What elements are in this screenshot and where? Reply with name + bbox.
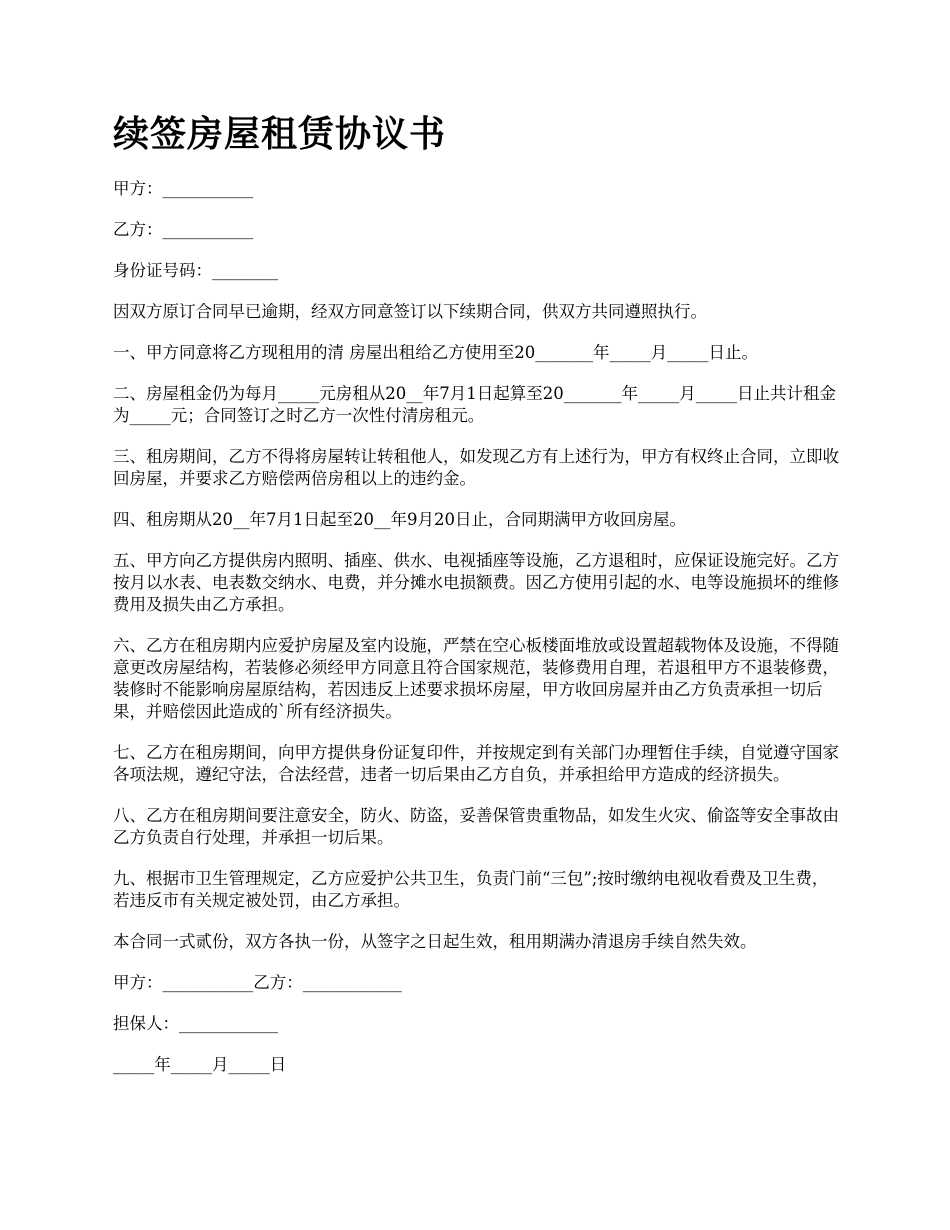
clause-6: 六、乙方在租房期内应爱护房屋及室内设施，严禁在空心板楼面堆放或设置超载物体及设施，不得随意更改房屋结构，若装修必须经甲方同意且符合国家规范，装修费用自理，若退租甲方不退装修费，装修时不能影响房屋原结构，若因违反上述要求损坏房屋，甲方收回房屋并由乙方负责承担一切后果，并赔偿因此造成的`所有经济损失。 (113, 636, 839, 721)
signature-line: 甲方：___________乙方：____________ (113, 973, 402, 992)
clause-8: 八、乙方在租房期间要注意安全，防火、防盗，妥善保管贵重物品，如发生火灾、偷盗等安全事故由乙方负责自行处理，并承担一切后果。 (113, 806, 839, 847)
clause-5: 五、甲方向乙方提供房内照明、插座、供水、电视插座等设施，乙方退租时，应保证设施完好。乙方按月以水表、电表数交纳水、电费，并分摊水电损额费。因乙方使用引起的水、电等设施损坏的维修费用及损失由乙方承担。 (113, 551, 839, 614)
clause-9: 九、根据市卫生管理规定，乙方应爱护公共卫生，负责门前“三包”;按时缴纳电视收看费及卫生费，若违反市有关规定被处罚，由乙方承担。 (113, 869, 829, 910)
clause-2: 二、房屋租金仍为每月_____元房租从20__年7月1日起算至20_______年_____月_____日止共计租金为_____元；合同签订之时乙方一次性付清房租元。 (113, 384, 836, 425)
closing-paragraph: 本合同一式贰份，双方各执一份，从签字之日起生效，租用期满办清退房手续自然失效。 (113, 932, 757, 951)
clause-7: 七、乙方在租房期间，向甲方提供身份证复印件，并按规定到有关部门办理暂住手续，自觉遵守国家各项法规，遵纪守法，合法经营，违者一切后果由乙方自负，并承担给甲方造成的经济损失。 (113, 743, 839, 784)
document-title: 续签房屋租赁协议书 (113, 114, 447, 155)
contract-document (113, 110, 843, 1095)
guarantor-line: 担保人：____________ (113, 1014, 278, 1033)
clause-4: 四、租房期从20__年7月1日起至20__年9月20日止，合同期满甲方收回房屋。 (113, 510, 686, 529)
party-b-line: 乙方：___________ (113, 220, 254, 239)
party-a-line: 甲方：___________ (113, 179, 254, 198)
date-line: _____年_____月_____日 (113, 1055, 287, 1074)
clause-3: 三、租房期间，乙方不得将房屋转让转租他人，如发现乙方有上述行为，甲方有权终止合同，立即收回房屋，并要求乙方赔偿两倍房租以上的违约金。 (113, 447, 839, 488)
clause-1: 一、甲方同意将乙方现租用的清 房屋出租给乙方使用至20_______年_____月_____日止。 (113, 343, 758, 362)
intro-paragraph: 因双方原订合同早已逾期，经双方同意签订以下续期合同，供双方共同遵照执行。 (113, 302, 707, 321)
id-number-line: 身份证号码：________ (113, 261, 278, 280)
